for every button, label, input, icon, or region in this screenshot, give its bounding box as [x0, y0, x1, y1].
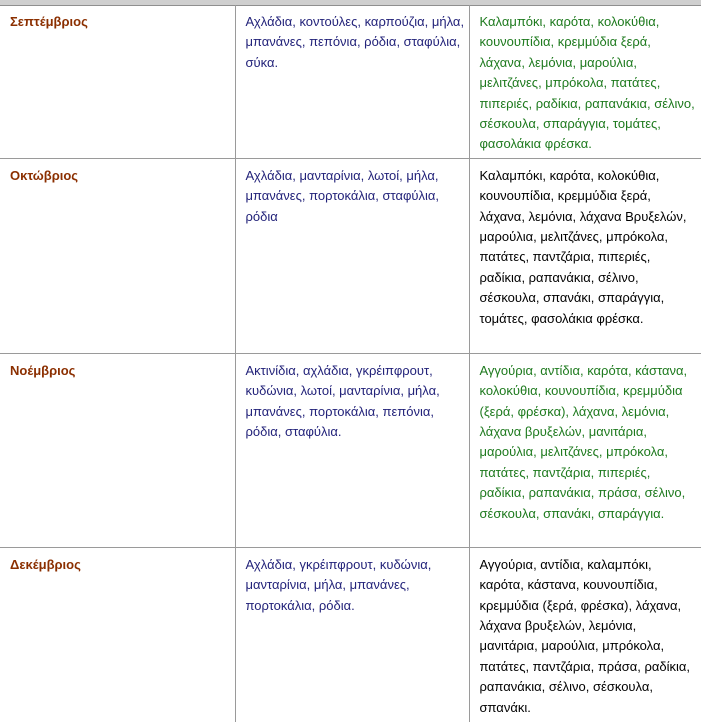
vegetables-cell: Καλαμπόκι, καρότα, κολοκύθια, κουνουπίδια, κρεμμύδια ξερά, λάχανα, λεμόνια, μαρούλια, μελιτζάνες, μπρόκολα, πατάτες, πιπεριές, ραδίκια, ραπανάκια, σέλινο, σέσκουλα, σπαράγγια, τομάτες, φασολάκια φρέσκα.: [469, 5, 701, 158]
fruits-cell: Ακτινίδια, αχλάδια, γκρέιπφρουτ, κυδώνια, λωτοί, μανταρίνια, μήλα, μπανάνες, πορτοκάλια, πεπόνια, ρόδια, σταφύλια.: [235, 353, 469, 547]
month-cell: Δεκέμβριος: [0, 547, 235, 722]
vegetables-cell: Αγγούρια, αντίδια, καλαμπόκι, καρότα, κάστανα, κουνουπίδια, κρεμμύδια (ξερά, φρέσκα), λάχανα, λάχανα βρυξελών, λεμόνια, μανιτάρια, μαρούλια, μπρόκολα, πατάτες, παντζάρια, πράσα, ραδίκια, ραπανάκια, σέλινο, σέσκουλα, σπανάκι.: [479, 556, 691, 715]
month-cell: Σεπτέμβριος: [0, 5, 235, 158]
table-row: [0, 5, 701, 158]
fruits-cell: Αχλάδια, μανταρίνια, λωτοί, μήλα, μπανάνες, πορτοκάλια, σταφύλια, ρόδια: [235, 158, 469, 353]
seasonal-produce-table: [0, 5, 701, 722]
table-row: [0, 547, 701, 722]
fruits-cell: Αχλάδια, γκρέιπφρουτ, κυδώνια, μανταρίνια, μήλα, μπανάνες, πορτοκάλια, ρόδια.: [235, 547, 469, 722]
fruits-cell: Αχλάδια, κοντούλες, καρπούζια, μήλα, μπανάνες, πεπόνια, ρόδια, σταφύλια, σύκα.: [235, 5, 469, 158]
table-row: [0, 158, 701, 353]
month-cell: Νοέμβριος: [0, 353, 235, 547]
table-row: [0, 353, 701, 547]
month-cell: Οκτώβριος: [0, 158, 235, 353]
vegetables-cell: Αγγούρια, αντίδια, καρότα, κάστανα, κολοκύθια, κουνουπίδια, κρεμμύδια (ξερά, φρέσκα), λάχανα, λεμόνια, λάχανα βρυξελών, μανιτάρια, μαρούλια, μελιτζάνες, μπρόκολα, πατάτες, παντζάρια, πιπεριές, ραδίκια, ραπανάκια, πράσα, σέλινο, σέσκουλα, σπανάκι, σπαράγγια.: [469, 353, 701, 547]
vegetables-cell: Καλαμπόκι, καρότα, κολοκύθια, κουνουπίδια, κρεμμύδια ξερά, λάχανα, λεμόνια, λάχανα Βρυξελών, μαρούλια, μελιτζάνες, μπρόκολα, πατάτες, παντζάρια, πιπεριές, ραδίκια, ραπανάκια, σέλινο, σέσκουλα, σπανάκι, σπαράγγια, τομάτες, φασολάκια φρέσκα.: [469, 158, 701, 353]
